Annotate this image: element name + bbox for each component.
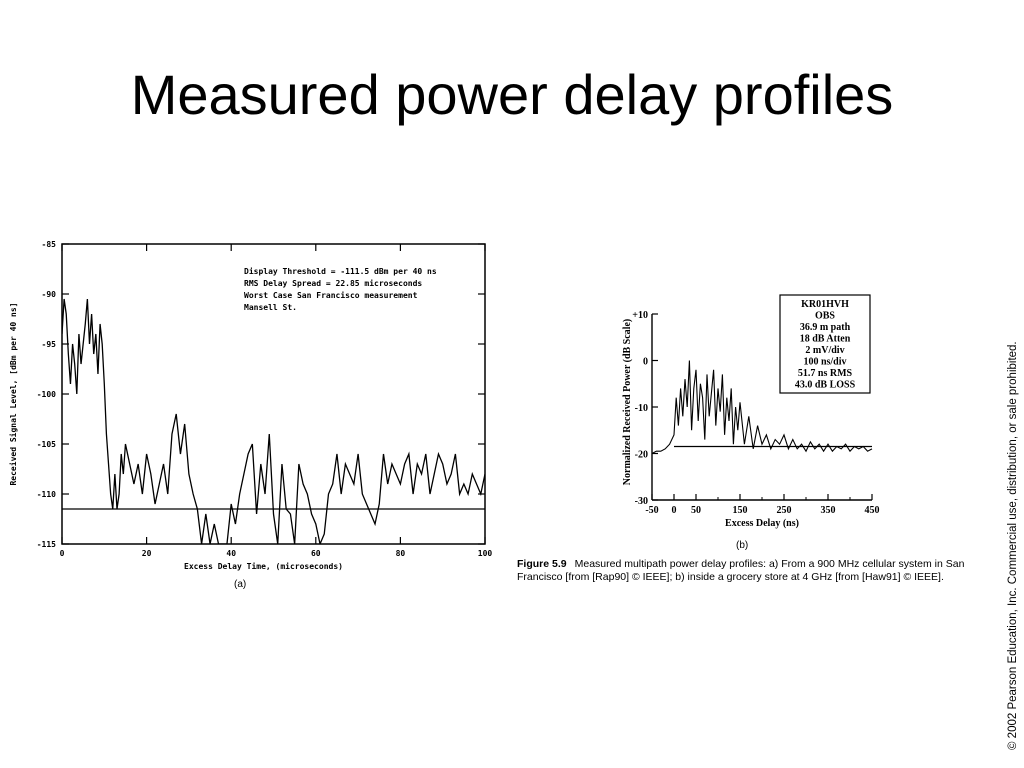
chart-b-x-tick-label: 0 bbox=[671, 505, 677, 516]
chart-b-x-tick-label: 50 bbox=[691, 505, 701, 516]
chart-b-x-axis-label: Excess Delay (ns) bbox=[725, 518, 799, 529]
chart-a-y-tick-label: -115 bbox=[36, 540, 56, 549]
chart-a-y-tick-label: -110 bbox=[36, 490, 56, 499]
chart-b-info-line: 51.7 ns RMS bbox=[797, 368, 853, 379]
chart-b-info-line: OBS bbox=[814, 310, 836, 322]
chart-b-x-tick-label: 250 bbox=[776, 505, 792, 516]
chart-b-x-tick-label: -50 bbox=[645, 505, 659, 516]
chart-a-x-tick-label: 20 bbox=[141, 549, 152, 558]
chart-b-info-line: 100 ns/div bbox=[803, 356, 847, 368]
figure-caption bbox=[517, 558, 1007, 584]
chart-a-annotation-line: Display Threshold = -111.5 dBm per 40 ns bbox=[244, 267, 437, 276]
chart-a-x-tick-label: 40 bbox=[226, 549, 237, 558]
chart-a-annotation-line: Mansell St. bbox=[244, 303, 297, 312]
chart-a-y-tick-label: -95 bbox=[41, 340, 56, 349]
chart-a-y-tick-label: -90 bbox=[41, 290, 56, 299]
chart-b-y-tick-label: -10 bbox=[634, 403, 648, 414]
copyright-notice: © 2002 Pearson Education, Inc. Commercial use, distribution, or sale prohibited. bbox=[1007, 341, 1019, 750]
chart-b-x-tick-label: 350 bbox=[820, 505, 836, 516]
figure-caption-text: Measured multipath power delay profiles: a) From a 900 MHz cellular system in San Francisco [from [Rap90] © IEEE]; b) inside a grocery store at 4 GHz [from [Haw91] © IEEE]. bbox=[517, 558, 965, 583]
chart-b bbox=[600, 290, 890, 540]
chart-b-y-tick-label: 0 bbox=[643, 356, 648, 368]
chart-a-y-axis-label: Received Signal Level, [dBm per 40 ns] bbox=[9, 302, 18, 486]
chart-b-info-line: KR01HVH bbox=[801, 299, 849, 310]
chart-b-info-line: 2 mV/div bbox=[805, 345, 845, 356]
chart-b-x-tick-label: 150 bbox=[732, 505, 748, 516]
chart-a-x-tick-label: 100 bbox=[477, 549, 493, 558]
chart-a-x-axis-label: Excess Delay Time, (microseconds) bbox=[184, 562, 343, 571]
figure-number: Figure 5.9 bbox=[517, 558, 567, 570]
chart-a-plot-frame bbox=[62, 244, 485, 544]
slide-title: Measured power delay profiles bbox=[130, 63, 894, 126]
chart-a-annotation-line: Worst Case San Francisco measurement bbox=[244, 291, 418, 300]
chart-b-info-line: 43.0 dB LOSS bbox=[794, 379, 856, 391]
chart-a-series-line bbox=[62, 299, 485, 544]
chart-b-x-tick-label: 450 bbox=[864, 505, 880, 516]
chart-a-annotation-line: RMS Delay Spread = 22.85 microseconds bbox=[244, 279, 423, 288]
chart-a-y-tick-label: -100 bbox=[36, 390, 56, 399]
chart-a-x-tick-label: 0 bbox=[59, 549, 65, 558]
subfigure-label-a: (a) bbox=[234, 579, 247, 590]
chart-a-y-tick-label: -105 bbox=[36, 440, 56, 449]
chart-b-info-line: 18 dB Atten bbox=[799, 333, 851, 345]
chart-b-y-tick-label: -20 bbox=[634, 449, 648, 461]
chart-a-y-tick-label: -85 bbox=[41, 240, 56, 249]
chart-a-x-tick-label: 80 bbox=[395, 549, 406, 558]
chart-b-y-axis-label: Normalized Received Power (dB Scale) bbox=[622, 318, 633, 486]
chart-b-y-tick-label: -30 bbox=[634, 496, 648, 507]
chart-b-y-tick-label: +10 bbox=[632, 310, 648, 321]
chart-b-info-line: 36.9 m path bbox=[799, 322, 851, 333]
chart-a bbox=[0, 230, 500, 580]
subfigure-label-b: (b) bbox=[736, 540, 749, 551]
chart-a-x-tick-label: 60 bbox=[310, 549, 321, 558]
